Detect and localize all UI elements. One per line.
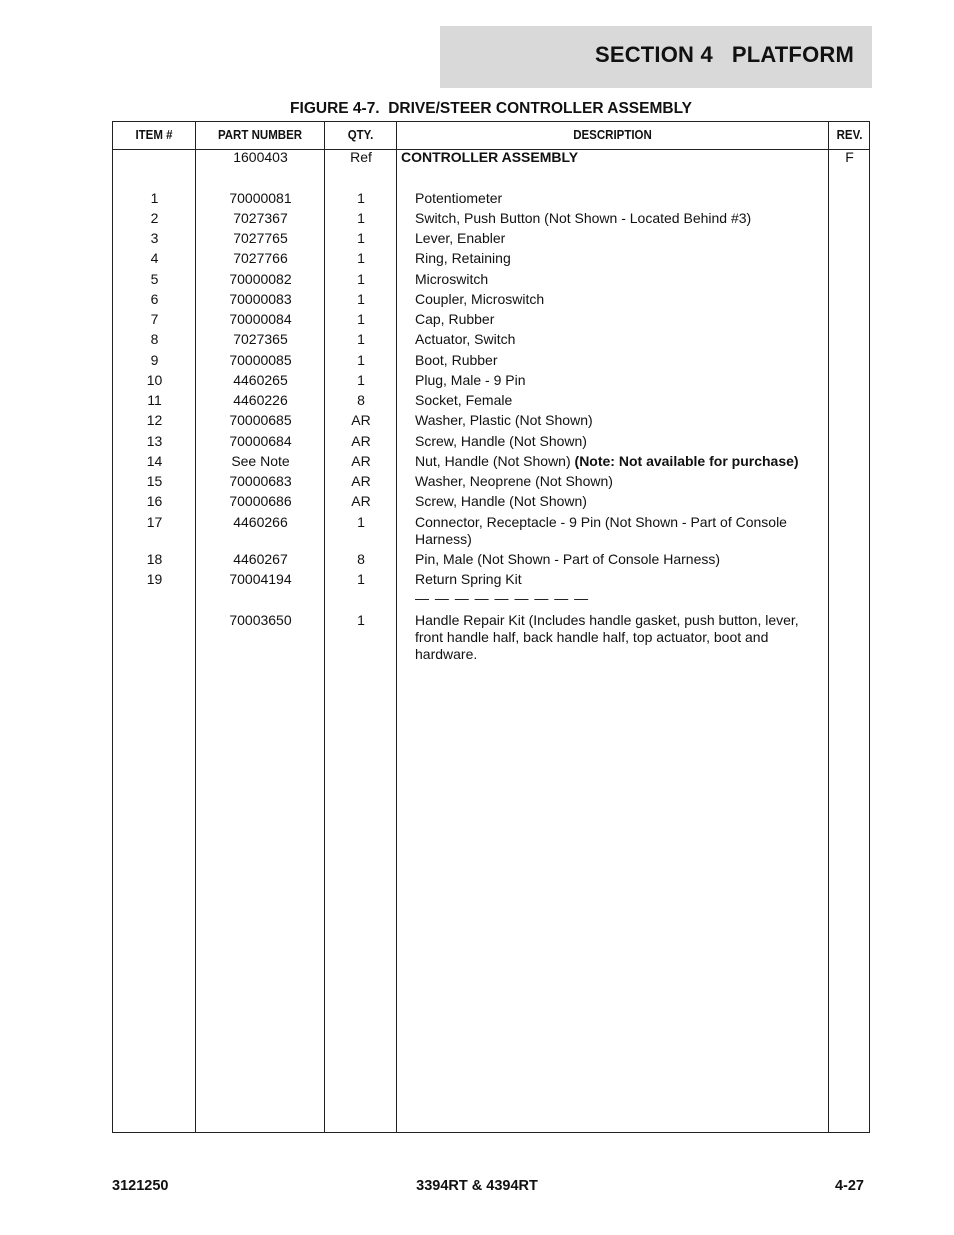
parts-table (112, 121, 870, 1133)
part-number: 70000685 (229, 412, 292, 428)
item-number: 7 (150, 311, 159, 327)
part-number: 70000082 (229, 271, 292, 287)
description-text: Nut, Handle (Not Shown) (415, 453, 575, 469)
item-number: 13 (146, 433, 163, 449)
part-number: 4460266 (233, 514, 288, 530)
description (415, 453, 825, 470)
section-title: SECTION 4 PLATFORM (594, 42, 854, 67)
qty: AR (351, 493, 371, 509)
header-part-number: PART NUMBER (217, 128, 303, 142)
description: Ring, Retaining (415, 250, 511, 266)
part-number: 70000085 (229, 352, 292, 368)
description: Washer, Plastic (Not Shown) (415, 412, 593, 428)
qty: 1 (357, 352, 365, 368)
description (415, 514, 825, 548)
item-number: 18 (146, 551, 163, 567)
qty: 8 (357, 392, 365, 408)
purchase-note: (Note: Not available for purchase) (574, 453, 799, 469)
description: Potentiometer (415, 190, 503, 206)
item-number: 6 (150, 291, 159, 307)
item-number: 2 (150, 210, 159, 226)
item-number: 1 (150, 190, 159, 206)
part-number: 70000084 (229, 311, 292, 327)
footer-page-number: 4-27 (834, 1178, 864, 1194)
item-number: 4 (150, 250, 159, 266)
separator-line: — — — — — — — — — (415, 590, 590, 606)
item-number: 9 (150, 352, 159, 368)
header-qty: QTY. (347, 128, 374, 142)
footer-model: 3394RT & 4394RT (416, 1178, 538, 1194)
description: Cap, Rubber (415, 311, 495, 327)
qty: 1 (357, 250, 365, 266)
description-line: hardware. (415, 646, 478, 662)
description: Switch, Push Button (Not Shown - Located Behind #3) (415, 210, 752, 226)
description: Socket, Female (415, 392, 513, 408)
description: Coupler, Microswitch (415, 291, 545, 307)
qty: AR (351, 453, 371, 469)
part-number: 70000686 (229, 493, 292, 509)
item-number: 5 (150, 271, 159, 287)
footer-doc-number: 3121250 (112, 1178, 169, 1194)
qty: 8 (357, 551, 365, 567)
item-number: 17 (146, 514, 163, 530)
description: Pin, Male (Not Shown - Part of Console Harness) (415, 551, 721, 567)
description-line: Connector, Receptacle - 9 Pin (Not Shown - Part of Console (415, 514, 787, 530)
description-line: front handle half, back handle half, top actuator, boot and (415, 629, 769, 645)
part-number: 4460265 (233, 372, 288, 388)
header-item: ITEM # (135, 128, 173, 142)
qty: 1 (357, 230, 365, 246)
part-number: 4460267 (233, 551, 288, 567)
part-number: 70000081 (229, 190, 292, 206)
qty: AR (351, 412, 371, 428)
qty: AR (351, 473, 371, 489)
part-number: 70000083 (229, 291, 292, 307)
qty: 1 (357, 372, 365, 388)
header-rev: REV. (836, 128, 863, 142)
description: Plug, Male - 9 Pin (415, 372, 526, 388)
qty: 1 (357, 612, 365, 628)
part-number: 70000683 (229, 473, 292, 489)
rev: F (845, 149, 854, 165)
item-number: 11 (147, 392, 162, 408)
item-number: 3 (150, 230, 159, 246)
section-banner (440, 26, 872, 88)
description: Actuator, Switch (415, 331, 516, 347)
qty: 1 (357, 514, 365, 530)
header-description: DESCRIPTION (573, 128, 652, 142)
part-number: 70000684 (229, 433, 292, 449)
description: Screw, Handle (Not Shown) (415, 493, 587, 509)
qty: Ref (350, 149, 372, 165)
part-number: 7027766 (233, 250, 288, 266)
part-number: 70003650 (229, 612, 292, 628)
description (415, 612, 825, 663)
description: Return Spring Kit (415, 571, 522, 587)
figure-title: FIGURE 4-7. DRIVE/STEER CONTROLLER ASSEMBLY (290, 100, 692, 117)
qty: 1 (357, 331, 365, 347)
description: Screw, Handle (Not Shown) (415, 433, 587, 449)
description: Washer, Neoprene (Not Shown) (415, 473, 613, 489)
part-number: 7027365 (233, 331, 288, 347)
item-number: 12 (146, 412, 163, 428)
part-number: 7027367 (233, 210, 288, 226)
qty: 1 (357, 210, 365, 226)
qty: 1 (357, 291, 365, 307)
qty: 1 (357, 571, 365, 587)
description: Lever, Enabler (415, 230, 506, 246)
item-number: 10 (146, 372, 163, 388)
item-number: 15 (146, 473, 163, 489)
qty: AR (351, 433, 371, 449)
column-divider (828, 122, 829, 1132)
description-line: Handle Repair Kit (Includes handle gasket, push button, lever, (415, 612, 799, 628)
qty: 1 (357, 311, 365, 327)
part-number: 7027765 (233, 230, 288, 246)
qty: 1 (357, 271, 365, 287)
item-number: 14 (146, 453, 163, 469)
description: Microswitch (415, 271, 489, 287)
part-number: 4460226 (233, 392, 288, 408)
description: CONTROLLER ASSEMBLY (401, 149, 579, 165)
part-number: 1600403 (233, 149, 288, 165)
item-number: 19 (146, 571, 163, 587)
item-number: 16 (146, 493, 163, 509)
part-number: See Note (231, 453, 290, 469)
qty: 1 (357, 190, 365, 206)
description: Boot, Rubber (415, 352, 498, 368)
item-number: 8 (150, 331, 159, 347)
description-line: Harness) (415, 531, 472, 547)
part-number: 70004194 (229, 571, 292, 587)
